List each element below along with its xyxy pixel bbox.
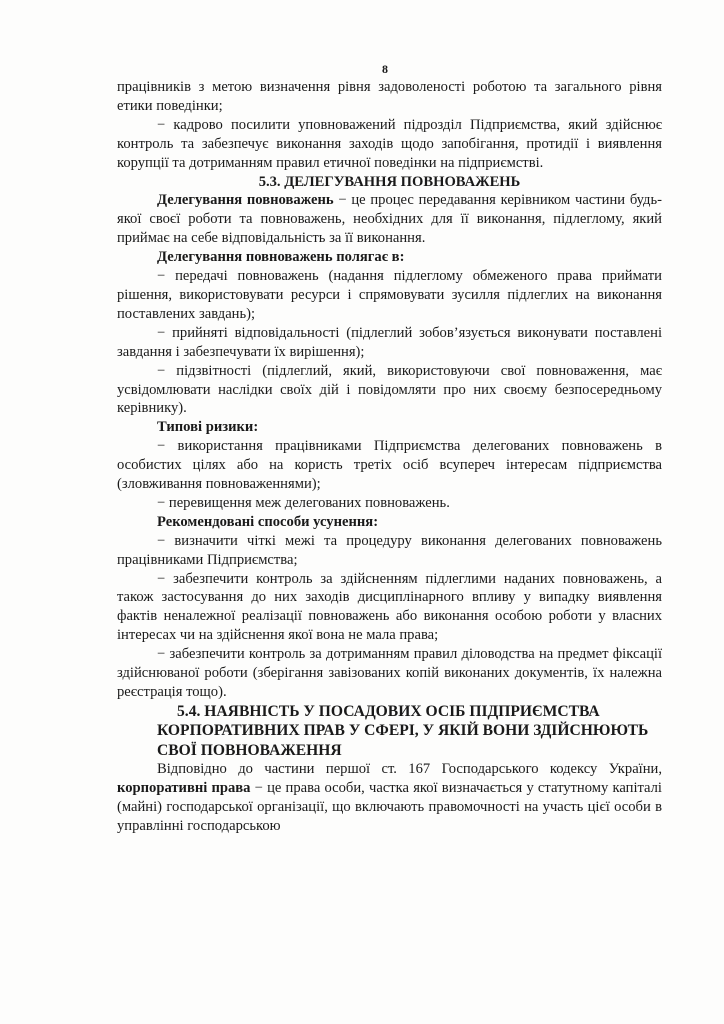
methods-heading: Рекомендовані способи усунення: [157,513,379,530]
section-5-4-heading-line-3: СВОЇ ПОВНОВАЖЕННЯ [157,741,342,759]
final-paragraph-start: Відповідно до частини першої ст. 167 Господарського кодексу України, [157,761,662,778]
scan-artifact [284,32,294,35]
final-paragraph-rest: − це права особи, частка якої визначається у статутному капіталі (майні) господарської організації, що включають правомочності на участь цієї особи в управлінні господарською [117,780,662,835]
intro-paragraph-1: працівників з метою визначення рівня задоволеності роботою та загального рівня етики поведінки; [117,79,662,114]
final-term: корпоративні права [117,780,251,797]
section-5-4-heading-line-1: 5.4. НАЯВНІСТЬ У ПОСАДОВИХ ОСІБ ПІДПРИЄМСТВА [177,702,600,720]
consists-heading: Делегування повноважень полягає в: [157,249,405,266]
section-5-3-heading: 5.3. ДЕЛЕГУВАННЯ ПОВНОВАЖЕНЬ [258,173,521,190]
risks-item-2: − перевищення меж делегованих повноважень. [157,494,450,511]
consists-item-2: − прийняті відповідальності (підлеглий зобов’язується виконувати поставлені завдання і забезпечувати їх вирішення); [117,324,662,360]
definition-text: − це процес передавання керівником частини будь-якої своєї роботи та повноважень, необхідних для її виконання, підлеглому, який приймає на себе відповідальність за її виконання. [117,192,662,247]
risks-heading: Типові ризики: [157,419,259,436]
consists-item-1: − передачі повноважень (надання підлеглому обмеженого права приймати рішення, використовувати ресурси і спрямовувати зусилля підлеглих на виконання поставлених завдань); [117,268,662,322]
methods-item-1: − визначити чіткі межі та процедуру виконання делегованих повноважень працівниками Підприємства; [117,532,662,568]
page-number: 8 [382,62,388,76]
section-5-4-heading-line-2: КОРПОРАТИВНИХ ПРАВ У СФЕРІ, У ЯКІЙ ВОНИ ЗДІЙСНЮЮТЬ [157,722,649,740]
methods-item-3: − забезпечити контроль за дотриманням правил діловодства на предмет фіксації здійснюваної роботи (зберігання завізованих копій виконаних документів, їх належна реєстрація тощо). [117,646,662,700]
risks-item-1: − використання працівниками Підприємства делегованих повноважень в особистих цілях або на користь третіх осіб всупереч інтересам підприємства (зловживання повноваженнями); [117,438,662,493]
definition-term: Делегування повноважень [157,192,334,209]
consists-item-3: − підзвітності (підлеглий, який, використовуючи свої повноваження, має усвідомлювати наслідки своїх дій і повідомляти про них своєму безпосередньому керівнику). [117,362,662,417]
definition-paragraph [117,191,662,248]
page-content [117,78,662,836]
methods-item-2: − забезпечити контроль за здійсненням підлеглими наданих повноважень, а також застосування до них заходів дисциплінарного впливу у випадку виявлення фактів неналежної реалізації повноважень або виконання особою роботи у власних інтересах чи на здійснення якої вона не мала права; [117,570,662,644]
section-5-4-heading [117,702,662,761]
intro-paragraph-2: − кадрово посилити уповноважений підрозділ Підприємства, який здійснює контроль та забезпечує виконання заходів щодо запобігання, протидії і виявлення корупції та дотриманням правил етичної поведінки на підприємстві. [117,116,662,171]
final-paragraph [117,760,662,836]
